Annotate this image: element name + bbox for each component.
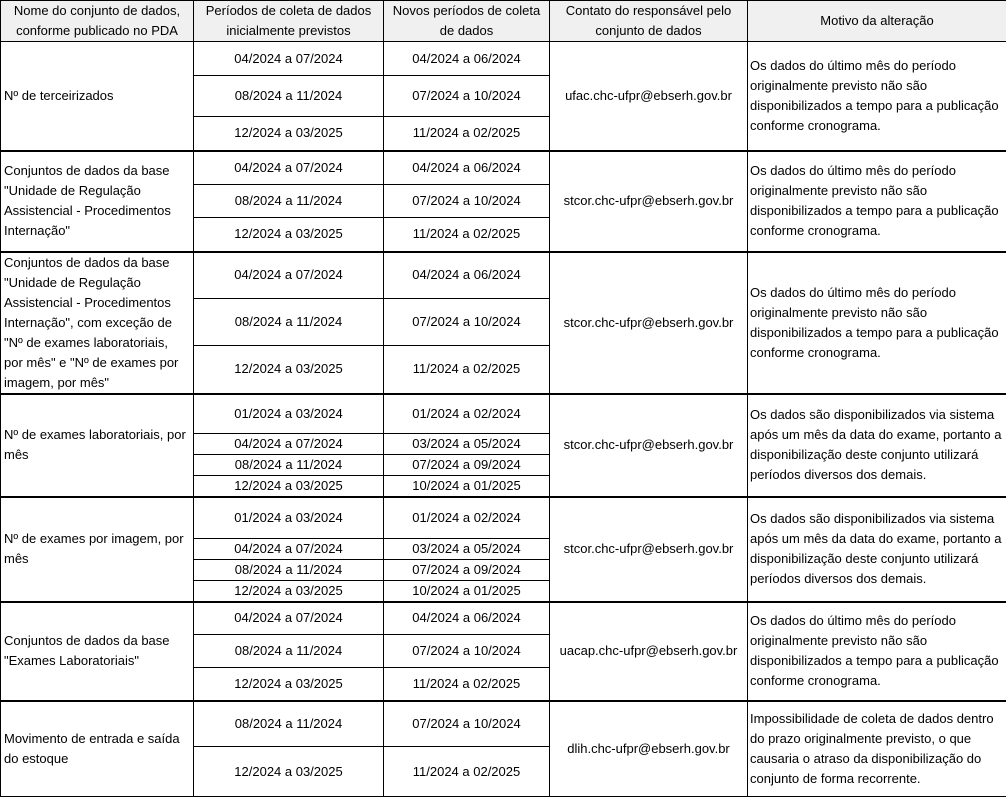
- initial-period-cell: 12/2024 a 03/2025: [194, 218, 384, 252]
- initial-period-cell: 01/2024 a 03/2024: [194, 394, 384, 434]
- reason-cell: Os dados do último mês do período originalmente previsto não são disponibilizados a tempo para a publicação conforme cronograma.: [748, 42, 1006, 151]
- new-period-cell: 07/2024 a 10/2024: [384, 635, 550, 668]
- table-row: [1, 394, 1006, 434]
- dataset-name-cell: Conjuntos de dados da base "Exames Laboratoriais": [1, 602, 194, 701]
- reason-cell: Os dados do último mês do período originalmente previsto não são disponibilizados a tempo para a publicação conforme cronograma.: [748, 252, 1006, 394]
- initial-period-cell: 12/2024 a 03/2025: [194, 580, 384, 602]
- new-period-cell: 07/2024 a 10/2024: [384, 185, 550, 218]
- initial-period-cell: 08/2024 a 11/2024: [194, 76, 384, 117]
- contact-email-cell: uacap.chc-ufpr@ebserh.gov.br: [550, 602, 748, 701]
- table-body: [1, 42, 1006, 797]
- initial-period-cell: 12/2024 a 03/2025: [194, 747, 384, 797]
- contact-email-cell: stcor.chc-ufpr@ebserh.gov.br: [550, 252, 748, 394]
- table-row: [1, 42, 1006, 76]
- new-period-cell: 01/2024 a 02/2024: [384, 497, 550, 538]
- table-row: [1, 602, 1006, 635]
- new-period-cell: 07/2024 a 10/2024: [384, 701, 550, 747]
- contact-email-cell: stcor.chc-ufpr@ebserh.gov.br: [550, 394, 748, 498]
- new-period-cell: 10/2024 a 01/2025: [384, 476, 550, 498]
- contact-email-cell: dlih.chc-ufpr@ebserh.gov.br: [550, 701, 748, 797]
- contact-email-cell: ufac.chc-ufpr@ebserh.gov.br: [550, 42, 748, 151]
- table-row: [1, 151, 1006, 185]
- initial-period-cell: 04/2024 a 07/2024: [194, 42, 384, 76]
- new-period-cell: 07/2024 a 10/2024: [384, 76, 550, 117]
- dataset-name-cell: Movimento de entrada e saída do estoque: [1, 701, 194, 797]
- initial-period-cell: 08/2024 a 11/2024: [194, 455, 384, 476]
- initial-period-cell: 08/2024 a 11/2024: [194, 701, 384, 747]
- header-dataset-name: Nome do conjunto de dados, conforme publicado no PDA: [1, 1, 194, 42]
- new-period-cell: 11/2024 a 02/2025: [384, 346, 550, 394]
- dataset-name-cell: Conjuntos de dados da base "Unidade de Regulação Assistencial - Procedimentos Internação", com exceção de "Nº de exames laboratoriais, por mês" e "Nº de exames por imagem, por mês": [1, 252, 194, 394]
- initial-period-cell: 08/2024 a 11/2024: [194, 559, 384, 580]
- reason-cell: Os dados são disponibilizados via sistema após um mês da data do exame, portanto a disponibilização deste conjunto utilizará períodos diversos dos demais.: [748, 497, 1006, 602]
- new-period-cell: 11/2024 a 02/2025: [384, 668, 550, 701]
- reason-cell: Os dados do último mês do período originalmente previsto não são disponibilizados a tempo para a publicação conforme cronograma.: [748, 602, 1006, 701]
- reason-cell: Os dados do último mês do período originalmente previsto não são disponibilizados a tempo para a publicação conforme cronograma.: [748, 151, 1006, 252]
- table-row: [1, 252, 1006, 299]
- table-row: [1, 497, 1006, 538]
- initial-period-cell: 08/2024 a 11/2024: [194, 299, 384, 346]
- dataset-name-cell: Nº de exames por imagem, por mês: [1, 497, 194, 602]
- dataset-name-cell: Nº de terceirizados: [1, 42, 194, 151]
- new-period-cell: 01/2024 a 02/2024: [384, 394, 550, 434]
- initial-period-cell: 04/2024 a 07/2024: [194, 151, 384, 185]
- new-period-cell: 07/2024 a 09/2024: [384, 559, 550, 580]
- new-period-cell: 03/2024 a 05/2024: [384, 434, 550, 455]
- new-period-cell: 07/2024 a 09/2024: [384, 455, 550, 476]
- header-row: [1, 1, 1006, 42]
- initial-period-cell: 04/2024 a 07/2024: [194, 434, 384, 455]
- header-initial-periods: Períodos de coleta de dados inicialmente previstos: [194, 1, 384, 42]
- new-period-cell: 07/2024 a 10/2024: [384, 299, 550, 346]
- new-period-cell: 04/2024 a 06/2024: [384, 42, 550, 76]
- reason-cell: Os dados são disponibilizados via sistema após um mês da data do exame, portanto a disponibilização deste conjunto utilizará períodos diversos dos demais.: [748, 394, 1006, 498]
- new-period-cell: 11/2024 a 02/2025: [384, 218, 550, 252]
- header-new-periods: Novos períodos de coleta de dados: [384, 1, 550, 42]
- new-period-cell: 04/2024 a 06/2024: [384, 151, 550, 185]
- initial-period-cell: 04/2024 a 07/2024: [194, 602, 384, 635]
- table-row: [1, 701, 1006, 747]
- header-reason: Motivo da alteração: [748, 1, 1006, 42]
- initial-period-cell: 12/2024 a 03/2025: [194, 117, 384, 151]
- new-period-cell: 04/2024 a 06/2024: [384, 602, 550, 635]
- initial-period-cell: 04/2024 a 07/2024: [194, 538, 384, 559]
- dataset-name-cell: Nº de exames laboratoriais, por mês: [1, 394, 194, 498]
- initial-period-cell: 08/2024 a 11/2024: [194, 185, 384, 218]
- initial-period-cell: 08/2024 a 11/2024: [194, 635, 384, 668]
- dataset-name-cell: Conjuntos de dados da base "Unidade de Regulação Assistencial - Procedimentos Internação": [1, 151, 194, 252]
- reason-cell: Impossibilidade de coleta de dados dentro do prazo originalmente previsto, o que causaria o atraso da disponibilização do conjunto de forma recorrente.: [748, 701, 1006, 797]
- header-contact: Contato do responsável pelo conjunto de dados: [550, 1, 748, 42]
- initial-period-cell: 12/2024 a 03/2025: [194, 346, 384, 394]
- new-period-cell: 11/2024 a 02/2025: [384, 747, 550, 797]
- initial-period-cell: 01/2024 a 03/2024: [194, 497, 384, 538]
- new-period-cell: 10/2024 a 01/2025: [384, 580, 550, 602]
- new-period-cell: 03/2024 a 05/2024: [384, 538, 550, 559]
- initial-period-cell: 12/2024 a 03/2025: [194, 668, 384, 701]
- initial-period-cell: 04/2024 a 07/2024: [194, 252, 384, 299]
- contact-email-cell: stcor.chc-ufpr@ebserh.gov.br: [550, 497, 748, 602]
- initial-period-cell: 12/2024 a 03/2025: [194, 476, 384, 498]
- new-period-cell: 11/2024 a 02/2025: [384, 117, 550, 151]
- new-period-cell: 04/2024 a 06/2024: [384, 252, 550, 299]
- contact-email-cell: stcor.chc-ufpr@ebserh.gov.br: [550, 151, 748, 252]
